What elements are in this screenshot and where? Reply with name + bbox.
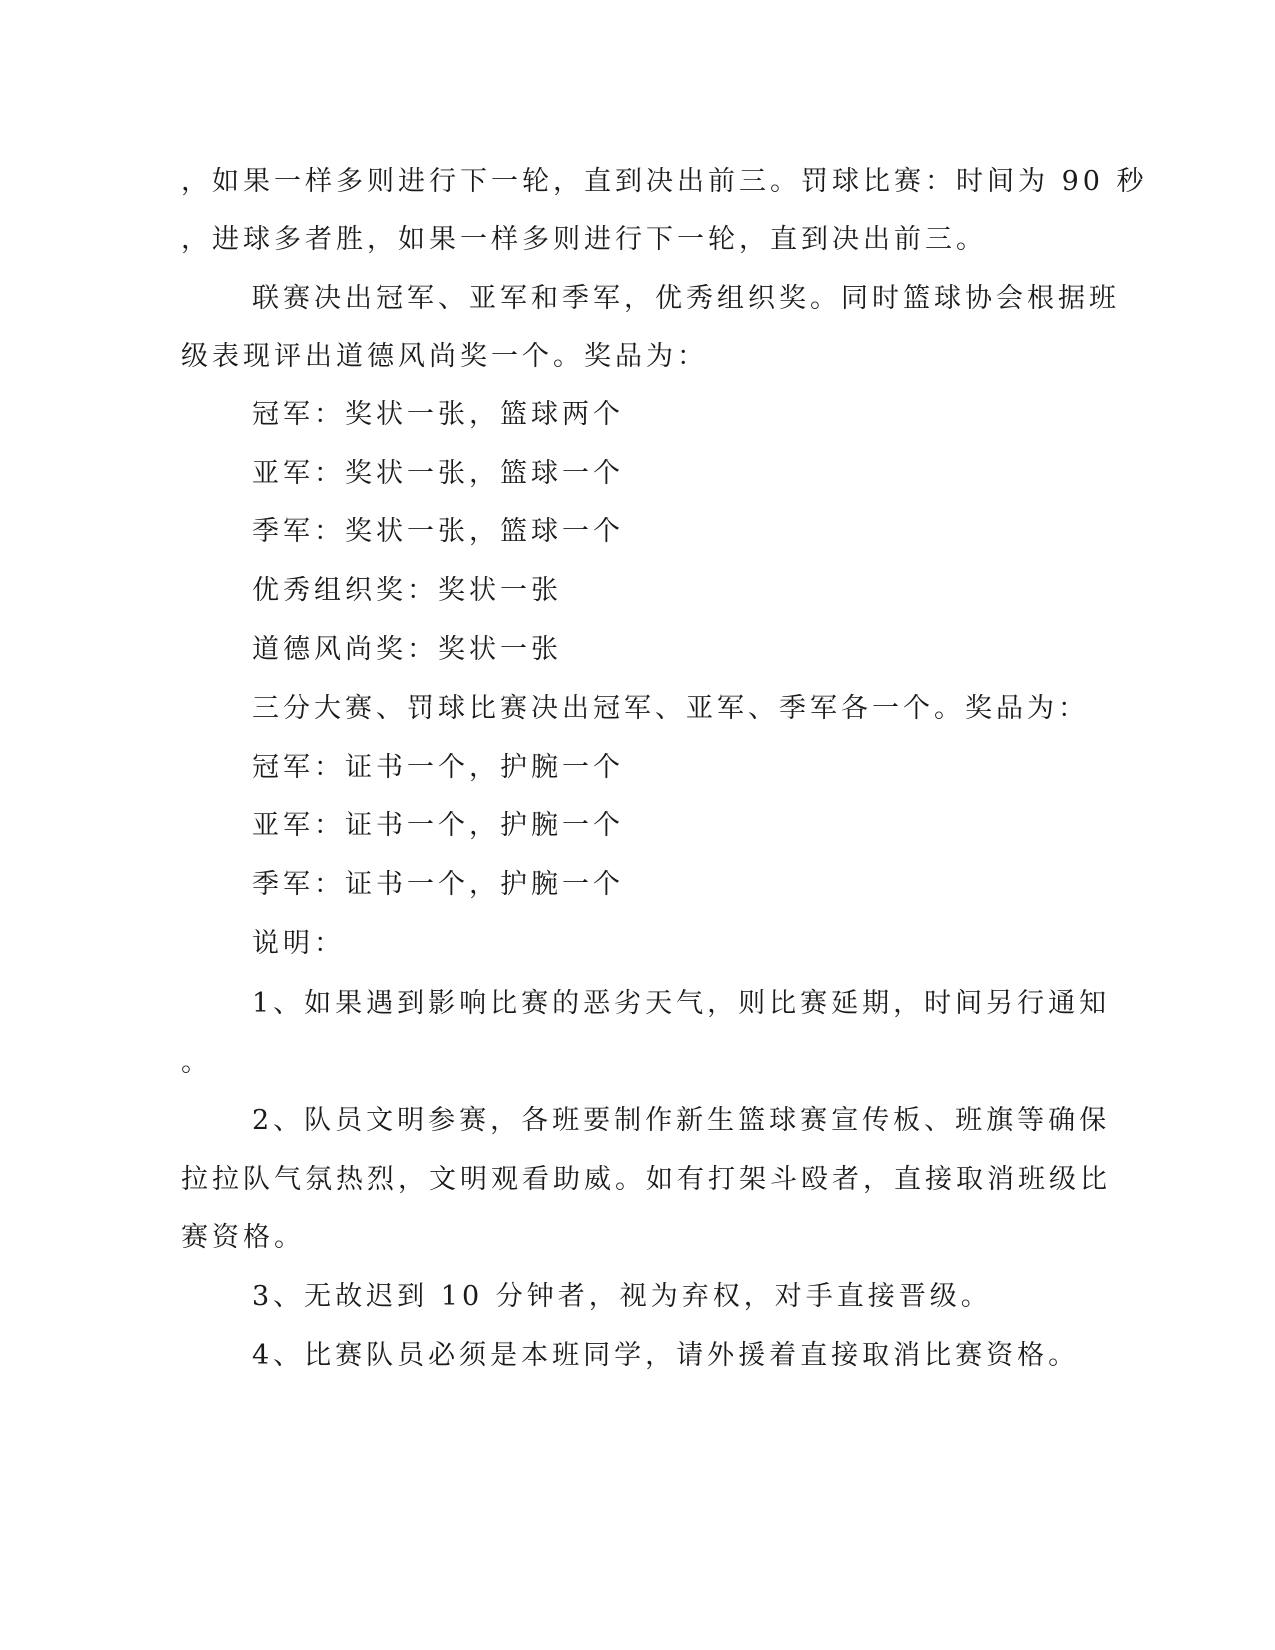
- text-line-9: 道德风尚奖：奖状一张: [252, 634, 562, 665]
- text-line-21: 4、比赛队员必须是本班同学，请外援着直接取消比赛资格。: [252, 1340, 1080, 1371]
- text-line-8: 优秀组织奖：奖状一张: [252, 575, 562, 606]
- text-line-16: 。: [181, 1047, 212, 1078]
- text-line-12: 亚军：证书一个，护腕一个: [252, 810, 624, 841]
- text-line-11: 冠军：证书一个，护腕一个: [252, 752, 624, 783]
- text-line-6: 亚军：奖状一张，篮球一个: [252, 458, 624, 489]
- text-line-1: ，如果一样多则进行下一轮，直到决出前三。罚球比赛：时间为 90 秒: [181, 166, 1148, 197]
- text-line-20: 3、无故迟到 10 分钟者，视为弃权，对手直接晋级。: [252, 1281, 992, 1312]
- text-line-15: 1、如果遇到影响比赛的恶劣天气，则比赛延期，时间另行通知: [252, 988, 1111, 1019]
- text-line-5: 冠军：奖状一张，篮球两个: [252, 399, 624, 430]
- text-line-19: 赛资格。: [181, 1222, 305, 1253]
- text-line-3: 联赛决出冠军、亚军和季军，优秀组织奖。同时篮球协会根据班: [252, 283, 1120, 314]
- text-line-18: 拉拉队气氛热烈，文明观看助威。如有打架斗殴者，直接取消班级比: [181, 1164, 1111, 1195]
- text-line-13: 季军：证书一个，护腕一个: [252, 869, 624, 900]
- text-line-17: 2、队员文明参赛，各班要制作新生篮球赛宣传板、班旗等确保: [252, 1105, 1111, 1136]
- text-line-10: 三分大赛、罚球比赛决出冠军、亚军、季军各一个。奖品为：: [252, 693, 1089, 724]
- text-line-7: 季军：奖状一张，篮球一个: [252, 516, 624, 547]
- text-line-2: ，进球多者胜，如果一样多则进行下一轮，直到决出前三。: [181, 224, 987, 255]
- text-line-14: 说明：: [252, 928, 345, 959]
- text-line-4: 级表现评出道德风尚奖一个。奖品为：: [181, 341, 708, 372]
